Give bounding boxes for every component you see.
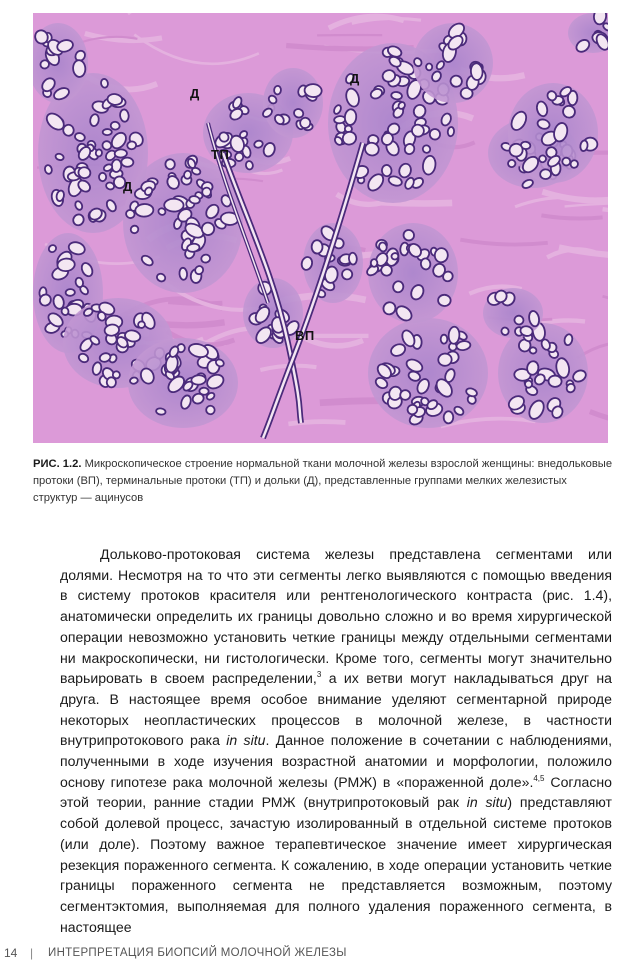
reference-sup: 4,5 bbox=[533, 773, 545, 783]
caption-label: РИС. 1.2. bbox=[33, 458, 82, 470]
page-number: 14 bbox=[4, 946, 18, 960]
figure-caption bbox=[33, 456, 613, 507]
reference-sup: 3 bbox=[316, 670, 322, 680]
text-run: Согласно этой теории, ранние стадии РМЖ (внутрипротоковый рак bbox=[60, 773, 612, 811]
text-run: а их ветви могут накладываться друг на друга. В настоящее время особое внимание уделяют сегментарной природе некоторых неопластических процессов в молочной железе, в частности внутрипротокового рака bbox=[60, 670, 612, 749]
histology-micrograph bbox=[33, 13, 608, 443]
italic-term: in situ bbox=[466, 794, 508, 811]
label-lobule-3: Д bbox=[123, 179, 133, 194]
paragraph bbox=[60, 544, 612, 937]
caption-text: Микроскопическое строение нормальной ткани молочной железы взрослой женщины: внедольковые протоки (ВП), терминальные протоки (ТП) и дольки (Д), представленные группами мелких железистых структур — ацинусов bbox=[33, 458, 613, 504]
label-terminal-duct: ТП bbox=[211, 147, 230, 162]
running-title: ИНТЕРПРЕТАЦИЯ БИОПСИЙ МОЛОЧНОЙ ЖЕЛЕЗЫ bbox=[48, 947, 347, 959]
italic-term: in situ bbox=[226, 732, 266, 749]
label-lobule-1: Д bbox=[190, 86, 200, 101]
text-run: Дольково-протоковая система железы представлена сегментами или долями. Несмотря на то что эти сегменты легко выявляются с помощью введения в систему протоков красителя или рентгенологического контраста (рис. 1.4), анатомически определить их границы довольно сложно и во время хирургической операции невозможно установить четкие границы между отдельными сегментами ни макроскопически, ни гистологически. Кроме того, сегменты могут значительно варьировать в своем распределении, bbox=[60, 546, 612, 687]
text-run: . Данное положение в сочетании с наблюдениями, полученными в ходе изучения возрастной анатомии и морфологии, положило основу гипотезе рака молочной железы (РМЖ) в «пораженной доле». bbox=[60, 732, 612, 790]
label-extralobular-duct: ВП bbox=[295, 328, 315, 343]
body-text bbox=[60, 544, 612, 937]
label-lobule-2: Д bbox=[350, 71, 360, 86]
text-run: ) представляют собой долевой процесс, зачастую изолированный в отдельной системе протоков (или доле). Поэтому важное терапевтическое значение имеет хирургическая резекция пораженного сегмента. К сожалению, в ходе операции установить четкие границы пораженного сегмента не представляется возможным, поэтому сегментэктомия, выполняемая для полного удаления пораженного сегмента, в настоящее bbox=[60, 794, 612, 935]
footer-separator: | bbox=[30, 946, 34, 960]
histology-figure bbox=[33, 13, 608, 443]
page-footer bbox=[0, 944, 628, 964]
